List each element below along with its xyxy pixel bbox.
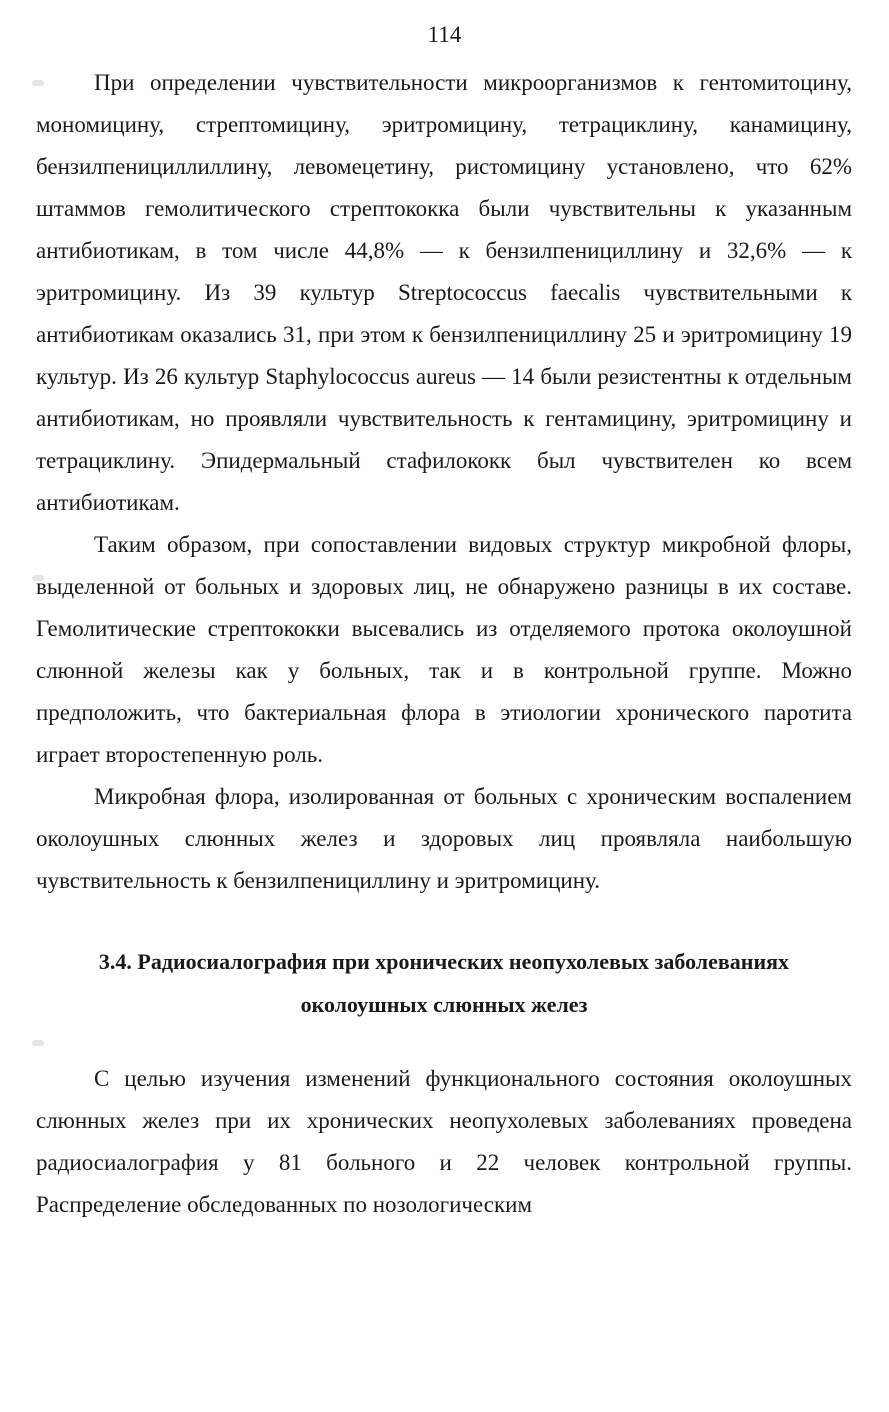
section-heading bbox=[36, 922, 852, 1026]
paragraph: С целью изучения изменений функционального состояния околоушных слюнных желез при их хронических неопухолевых заболеваниях проведена радиосиалография у 81 больного и 22 человек контрольной группы. Распределение обследованных по нозологическим bbox=[36, 1066, 852, 1217]
paragraph: При определении чувствительности микроорганизмов к гентомитоцину, мономицину, стрептомицину, эритромицину, тетрациклину, канамицину, бензилпенициллиллину, левомецетину, ристомицину установлено, что 62% штаммов гемолитического стрептококка были чувствительны к указанным антибиотикам, в том числе 44,8% — к бензилпенициллину и 32,6% — к эритромицину. Из 39 культур Streptococcus faecalis чувствительными к антибиотикам оказались 31, при этом к бензилпенициллину 25 и эритромицину 19 культур. Из 26 культур Staphylococcus aureus — 14 были резистентны к отдельным антибиотикам, но проявляли чувствительность к гентамицину, эритромицину и тетрациклину. Эпидермальный стафилококк был чувствителен ко всем антибиотикам. bbox=[36, 70, 852, 515]
page-body bbox=[36, 62, 852, 1226]
section-heading-line: 3.4. Радиосиалография при хронических неопухолевых заболеваниях bbox=[98, 949, 790, 974]
page-number: 114 bbox=[427, 22, 462, 47]
paragraph: Микробная флора, изолированная от больных с хроническим воспалением околоушных слюнных желез и здоровых лиц проявляла наибольшую чувствительность к бензилпенициллину и эритромицину. bbox=[36, 784, 852, 893]
paragraph: Таким образом, при сопоставлении видовых структур микробной флоры, выделенной от больных и здоровых лиц, не обнаружено разницы в их составе. Гемолитические стрептококки высевались из отделяемого протока околоушной слюнной железы как у больных, так и в контрольной группе. Можно предположить, что бактериальная флора в этиологии хронического паротита играет второстепенную роль. bbox=[36, 532, 852, 767]
section-heading-line: околоушных слюнных желез bbox=[300, 992, 588, 1017]
